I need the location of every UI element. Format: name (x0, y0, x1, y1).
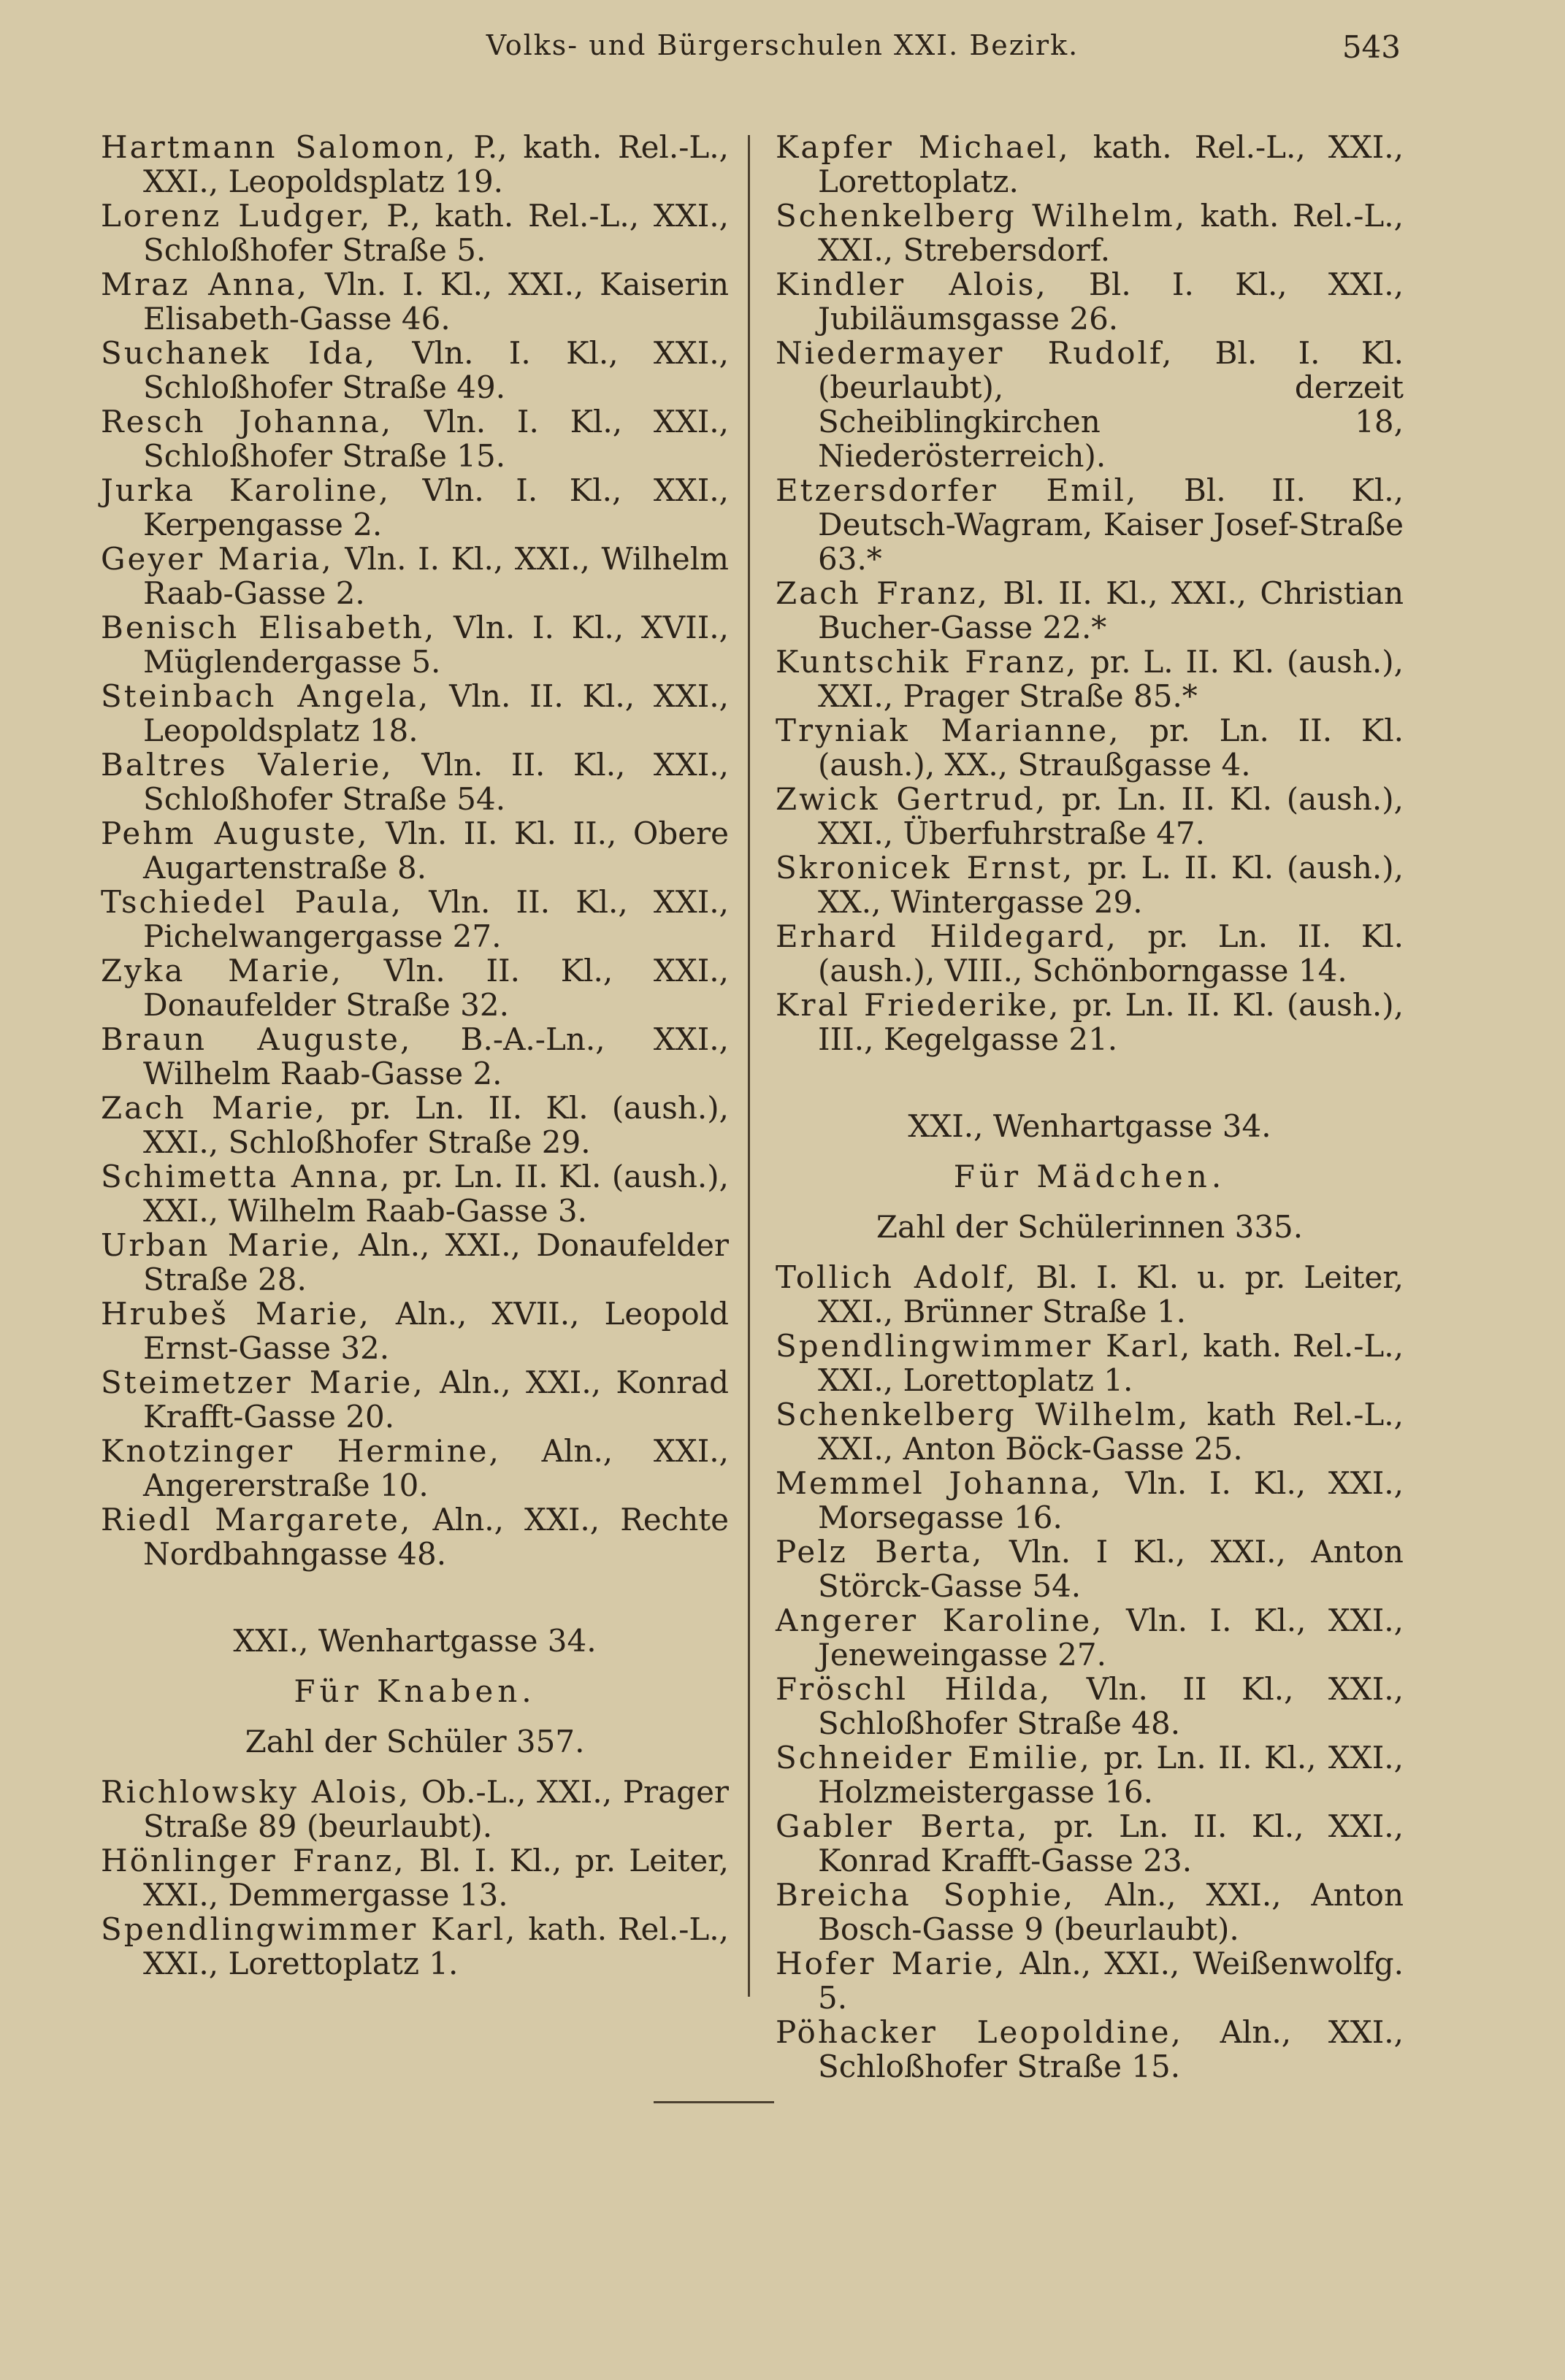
list-item (776, 1603, 1404, 1672)
list-item (776, 267, 1404, 336)
column-divider (748, 135, 750, 1997)
list-item (776, 645, 1404, 713)
list-item (101, 816, 729, 885)
entry-name: Lorenz Ludger, (101, 198, 372, 234)
list-item (101, 953, 729, 1022)
entry-name: Memmel Johanna, (776, 1465, 1103, 1501)
entry-name: Resch Johanna, (101, 404, 394, 439)
section-student-count: Zahl der Schüler 357. (245, 1724, 585, 1759)
entry-details: Vln. I. Kl., XXI., Kerpengasse 2. (143, 472, 729, 542)
list-item (776, 851, 1404, 919)
list-item (101, 336, 729, 404)
list-item (776, 1740, 1404, 1809)
left-column (101, 130, 729, 1981)
list-item (776, 130, 1404, 199)
page-number: 543 (1342, 29, 1401, 65)
entry-details: Ob.-L., XXI., Prager Straße 89 (beurlaubt). (143, 1774, 729, 1844)
section-address: XXI., Wenhartgasse 34. (908, 1108, 1271, 1144)
entry-name: Kuntschik Franz, (776, 644, 1079, 680)
list-item (776, 576, 1404, 645)
entry-details: Vln. I. Kl., XXI., Kaiserin Elisabeth-Gasse 46. (143, 266, 729, 337)
list-item (776, 1535, 1404, 1603)
list-item (776, 919, 1404, 988)
entry-details: Vln. I. Kl., XXI., Wilhelm Raab-Gasse 2. (143, 541, 729, 611)
entry-name: Schimetta Anna, (101, 1159, 392, 1194)
list-item (101, 885, 729, 953)
list-item (101, 748, 729, 816)
entry-details: pr. Ln. II. Kl. (aush.), XXI., Überfuhrstraße 47. (818, 781, 1404, 851)
entry-name: Steinbach Angela, (101, 678, 431, 714)
entry-name: Pehm Auguste, (101, 815, 370, 851)
list-item (776, 988, 1404, 1056)
entry-name: Zyka Marie, (101, 953, 343, 989)
entry-details: Vln. I Kl., XXI., Anton Störck-Gasse 54. (818, 1534, 1404, 1604)
list-item (776, 473, 1404, 576)
entry-details: Vln. II Kl., XXI., Schloßhofer Straße 48. (818, 1671, 1404, 1741)
entry-details: Aln., XVII., Leopold Ernst-Gasse 32. (143, 1296, 729, 1366)
entry-name: Hartmann Salomon, (101, 129, 458, 165)
entry-name: Hrubeš Marie, (101, 1296, 371, 1332)
entry-details: Bl. II. Kl., Deutsch-Wagram, Kaiser Josef-Straße 63.* (818, 472, 1404, 577)
entry-details: pr. Ln. II. Kl. (aush.), VIII., Schönborngasse 14. (818, 918, 1404, 989)
entry-name: Etzersdorfer Emil, (776, 472, 1139, 508)
entry-name: Angerer Karoline, (776, 1602, 1104, 1638)
entry-name: Braun Auguste, (101, 1021, 413, 1057)
list-item (776, 199, 1404, 267)
entry-name: Jurka Karoline, (101, 472, 391, 508)
right-column (776, 130, 1404, 2084)
entry-details: Aln., XXI., Rechte Nordbahngasse 48. (143, 1502, 729, 1572)
running-head (0, 29, 1565, 73)
entry-details: Vln. II. Kl., XXI., Leopoldsplatz 18. (143, 678, 729, 748)
entry-details: P., kath. Rel.-L., XXI., Schloßhofer Straße 5. (143, 198, 729, 268)
list-item (776, 1878, 1404, 1946)
entry-name: Pelz Berta, (776, 1534, 984, 1570)
entry-name: Kindler Alois, (776, 266, 1048, 302)
entry-name: Knotzinger Hermine, (101, 1433, 501, 1469)
entry-details: Bl. I. Kl., pr. Leiter, XXI., Demmergasse 13. (143, 1843, 729, 1913)
entry-details: pr. Ln. II. Kl. (aush.), XX., Straußgasse 4. (818, 713, 1404, 783)
entry-details: kath. Rel.-L., XXI., Lorettoplatz. (818, 129, 1404, 199)
entry-details: Vln. II. Kl., XXI., Donaufelder Straße 32. (143, 953, 730, 1023)
list-item (776, 1260, 1404, 1329)
entry-details: Vln. I. Kl., XXI., Morsegasse 16. (818, 1465, 1404, 1535)
entry-name: Kral Friederike, (776, 987, 1061, 1023)
entry-details: kath. Rel.-L., XXI., Lorettoplatz 1. (143, 1911, 729, 1981)
entry-name: Zach Marie, (101, 1090, 327, 1126)
list-item (101, 542, 729, 610)
entry-details: Bl. I. Kl., XXI., Jubiläumsgasse 26. (818, 266, 1404, 337)
entry-details: Bl. I. Kl. u. pr. Leiter, XXI., Brünner Straße 1. (818, 1259, 1404, 1329)
list-item (101, 1091, 729, 1159)
entry-name: Tschiedel Paula, (101, 884, 404, 920)
list-item (101, 1434, 729, 1502)
entry-details: Aln., XXI., Weißenwolfg. 5. (818, 1946, 1404, 2016)
entry-name: Suchanek Ida, (101, 335, 377, 371)
list-item (101, 473, 729, 542)
entry-details: pr. Ln. II. Kl. (aush.), XXI., Wilhelm Raab-Gasse 3. (143, 1159, 729, 1229)
entry-details: Bl. I. Kl. (beurlaubt), derzeit Scheiblingkirchen 18, Niederösterreich). (818, 335, 1404, 474)
section-group-title: Für Knaben. (294, 1673, 536, 1709)
entry-name: Steimetzer Marie, (101, 1364, 425, 1400)
entry-name: Skronicek Ernst, (776, 850, 1075, 886)
entry-details: pr. Ln. II. Kl. (aush.), XXI., Schloßhofer Straße 29. (143, 1090, 729, 1160)
section-student-count: Zahl der Schülerinnen 335. (876, 1209, 1304, 1245)
entry-name: Riedl Margarete, (101, 1502, 413, 1538)
entry-details: Vln. II. Kl., XXI., Pichelwangergasse 27. (143, 884, 729, 954)
entry-details: Aln., XXI., Schloßhofer Straße 15. (818, 2014, 1404, 2084)
entry-details: pr. L. II. Kl. (aush.), XXI., Prager Straße 85.* (818, 644, 1404, 714)
list-item (101, 1159, 729, 1228)
list-item (776, 1329, 1404, 1397)
entry-name: Geyer Maria, (101, 541, 334, 577)
entry-name: Kapfer Michael, (776, 129, 1071, 165)
entry-details: pr. L. II. Kl. (aush.), XX., Wintergasse 29. (818, 850, 1404, 920)
end-rule (654, 2101, 774, 2103)
entry-name: Zwick Gertrud, (776, 781, 1048, 817)
entry-details: Aln., XXI., Donaufelder Straße 28. (143, 1227, 730, 1297)
entry-name: Tryniak Marianne, (776, 713, 1121, 748)
list-item (776, 336, 1404, 473)
list-item (776, 1397, 1404, 1466)
list-item (101, 130, 729, 199)
entry-name: Schenkelberg Wilhelm, (776, 198, 1187, 234)
entry-details: Aln., XXI., Angererstraße 10. (143, 1433, 729, 1503)
list-item (101, 1297, 729, 1365)
entry-details: Vln. II. Kl., XXI., Schloßhofer Straße 54. (143, 747, 729, 817)
entry-name: Breicha Sophie, (776, 1877, 1076, 1913)
running-title: Volks- und Bürgerschulen XXI. Bezirk. (486, 29, 1079, 61)
list-item (101, 267, 729, 336)
entry-details: Aln., XXI., Anton Bosch-Gasse 9 (beurlaubt). (818, 1877, 1404, 1947)
entry-details: Vln. I. Kl., XVII., Müglendergasse 5. (143, 610, 729, 680)
entry-details: kath. Rel.-L., XXI., Lorettoplatz 1. (818, 1328, 1404, 1398)
entry-details: Bl. II. Kl., XXI., Christian Bucher-Gasse 22.* (818, 575, 1404, 645)
list-item (776, 782, 1404, 851)
entry-details: pr. Ln. II. Kl., XXI., Konrad Krafft-Gasse 23. (818, 1808, 1404, 1878)
entry-name: Erhard Hildegard, (776, 918, 1118, 954)
list-item (776, 1809, 1404, 1878)
entry-name: Hönlinger Franz, (101, 1843, 406, 1878)
list-item (101, 404, 729, 473)
entry-name: Benisch Elisabeth, (101, 610, 437, 645)
list-item (776, 1946, 1404, 2015)
list-item (101, 1775, 729, 1843)
entry-details: Aln., XXI., Konrad Krafft-Gasse 20. (143, 1364, 729, 1435)
list-item (101, 1365, 729, 1434)
entry-name: Mraz Anna, (101, 266, 309, 302)
entry-name: Tollich Adolf, (776, 1259, 1018, 1295)
list-item (101, 1912, 729, 1981)
entry-name: Schenkelberg Wilhelm, (776, 1397, 1190, 1432)
entry-name: Zach Franz, (776, 575, 990, 611)
list-item (776, 713, 1404, 782)
entry-details: Vln. II. Kl. II., Obere Augartenstraße 8. (143, 815, 729, 886)
list-item (101, 1843, 729, 1912)
list-item (101, 1502, 729, 1571)
entry-details: kath Rel.-L., XXI., Anton Böck-Gasse 25. (818, 1397, 1404, 1467)
list-item (776, 2015, 1404, 2084)
list-item (101, 679, 729, 748)
list-item (101, 610, 729, 679)
entry-details: pr. Ln. II. Kl. (aush.), III., Kegelgasse 21. (818, 987, 1404, 1057)
entry-name: Urban Marie, (101, 1227, 343, 1263)
entry-name: Pöhacker Leopoldine, (776, 2014, 1183, 2050)
entry-details: Vln. I. Kl., XXI., Schloßhofer Straße 15. (143, 404, 729, 474)
list-item (776, 1466, 1404, 1535)
entry-details: B.-A.-Ln., XXI., Wilhelm Raab-Gasse 2. (143, 1021, 729, 1091)
entry-name: Spendlingwimmer Karl, (776, 1328, 1193, 1364)
entry-name: Richlowsky Alois, (101, 1774, 411, 1810)
entry-name: Schneider Emilie, (776, 1740, 1092, 1776)
list-item (101, 1022, 729, 1091)
entry-details: pr. Ln. II. Kl., XXI., Holzmeistergasse 16. (818, 1740, 1404, 1810)
section-address: XXI., Wenhartgasse 34. (233, 1623, 597, 1659)
entry-details: Vln. I. Kl., XXI., Jeneweingasse 27. (818, 1602, 1404, 1673)
entry-name: Spendlingwimmer Karl, (101, 1911, 518, 1947)
entry-name: Baltres Valerie, (101, 747, 394, 783)
entry-name: Niedermayer Rudolf, (776, 335, 1174, 371)
list-item (101, 199, 729, 267)
entry-name: Fröschl Hilda, (776, 1671, 1052, 1707)
entry-name: Hofer Marie, (776, 1946, 1007, 1981)
section-group-title: Für Mädchen. (953, 1159, 1226, 1194)
entry-name: Gabler Berta, (776, 1808, 1030, 1844)
entry-details: kath. Rel.-L., XXI., Strebersdorf. (818, 198, 1404, 268)
list-item (776, 1672, 1404, 1740)
list-item (101, 1228, 729, 1297)
entry-details: Vln. I. Kl., XXI., Schloßhofer Straße 49. (143, 335, 729, 405)
entry-details: P., kath. Rel.-L., XXI., Leopoldsplatz 19. (143, 129, 729, 199)
